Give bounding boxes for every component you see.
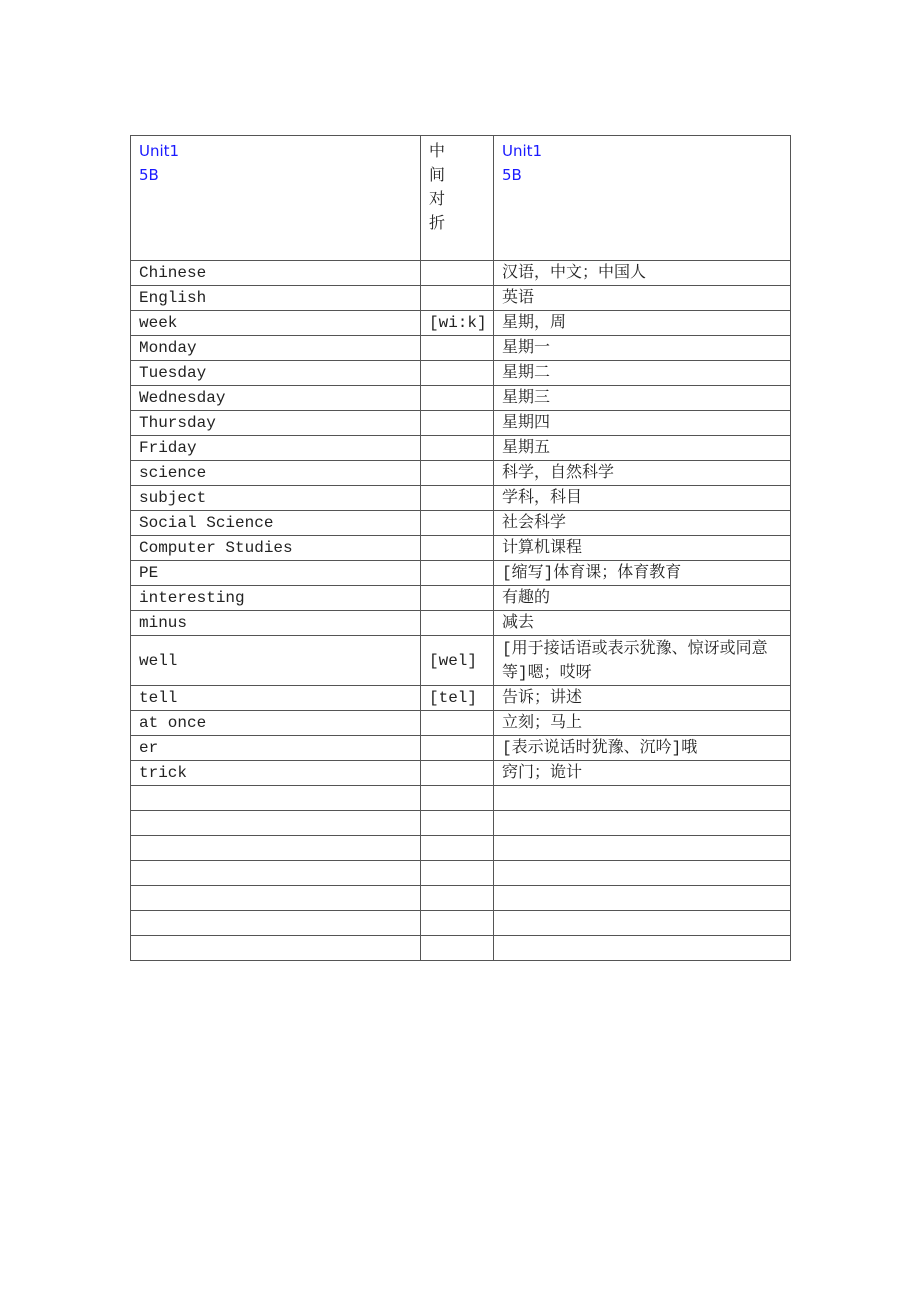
meaning-cell: 告诉；讲述 xyxy=(494,686,791,711)
meaning-cell: 计算机课程 xyxy=(494,536,791,561)
empty-cell xyxy=(421,911,494,936)
word-cell: English xyxy=(131,286,421,311)
empty-cell xyxy=(494,936,791,961)
empty-cell xyxy=(131,786,421,811)
phonetic-cell xyxy=(421,586,494,611)
meaning-cell: 减去 xyxy=(494,611,791,636)
word-cell: minus xyxy=(131,611,421,636)
meaning-cell: 英语 xyxy=(494,286,791,311)
empty-row xyxy=(131,861,791,886)
empty-cell xyxy=(421,936,494,961)
word-cell: interesting xyxy=(131,586,421,611)
empty-cell xyxy=(421,811,494,836)
phonetic-cell: [tel] xyxy=(421,686,494,711)
table-row xyxy=(131,561,791,586)
phonetic-cell xyxy=(421,511,494,536)
word-cell: PE xyxy=(131,561,421,586)
word-cell: Computer Studies xyxy=(131,536,421,561)
word-cell: trick xyxy=(131,761,421,786)
empty-cell xyxy=(131,886,421,911)
header-left xyxy=(131,136,421,261)
meaning-cell: 星期一 xyxy=(494,336,791,361)
phonetic-cell: [wi:k] xyxy=(421,311,494,336)
meaning-cell: 星期三 xyxy=(494,386,791,411)
word-cell: Social Science xyxy=(131,511,421,536)
table-row xyxy=(131,536,791,561)
empty-cell xyxy=(494,886,791,911)
meaning-cell: 星期五 xyxy=(494,436,791,461)
empty-cell xyxy=(494,811,791,836)
table-row xyxy=(131,286,791,311)
table-row xyxy=(131,736,791,761)
empty-cell xyxy=(494,786,791,811)
empty-cell xyxy=(131,861,421,886)
table-row xyxy=(131,261,791,286)
empty-cell xyxy=(494,861,791,886)
phonetic-cell xyxy=(421,536,494,561)
meaning-cell: 星期二 xyxy=(494,361,791,386)
word-cell: Thursday xyxy=(131,411,421,436)
phonetic-cell xyxy=(421,486,494,511)
meaning-cell: [缩写]体育课；体育教育 xyxy=(494,561,791,586)
table-row xyxy=(131,411,791,436)
word-cell: science xyxy=(131,461,421,486)
empty-cell xyxy=(421,836,494,861)
table-row xyxy=(131,511,791,536)
empty-cell xyxy=(494,911,791,936)
phonetic-cell xyxy=(421,386,494,411)
empty-row xyxy=(131,836,791,861)
word-cell: well xyxy=(131,636,421,686)
phonetic-cell xyxy=(421,436,494,461)
word-cell: at once xyxy=(131,711,421,736)
empty-row xyxy=(131,786,791,811)
phonetic-cell xyxy=(421,711,494,736)
empty-row xyxy=(131,886,791,911)
phonetic-cell: [wel] xyxy=(421,636,494,686)
fold-instruction: 中间对折 xyxy=(429,141,446,232)
table-row xyxy=(131,486,791,511)
word-cell: subject xyxy=(131,486,421,511)
word-cell: er xyxy=(131,736,421,761)
table-row xyxy=(131,461,791,486)
table-row xyxy=(131,636,791,686)
word-cell: week xyxy=(131,311,421,336)
meaning-cell: 汉语，中文；中国人 xyxy=(494,261,791,286)
empty-cell xyxy=(421,861,494,886)
phonetic-cell xyxy=(421,461,494,486)
header-middle xyxy=(421,136,494,261)
unit-title: Unit1 xyxy=(139,142,180,160)
meaning-cell: 立刻；马上 xyxy=(494,711,791,736)
empty-cell xyxy=(421,886,494,911)
header-right xyxy=(494,136,791,261)
meaning-cell: 窍门；诡计 xyxy=(494,761,791,786)
phonetic-cell xyxy=(421,611,494,636)
empty-cell xyxy=(421,786,494,811)
table-row xyxy=(131,386,791,411)
empty-cell xyxy=(131,936,421,961)
vocabulary-table xyxy=(130,135,791,961)
word-cell: Friday xyxy=(131,436,421,461)
meaning-cell: 星期，周 xyxy=(494,311,791,336)
phonetic-cell xyxy=(421,336,494,361)
phonetic-cell xyxy=(421,286,494,311)
empty-row xyxy=(131,936,791,961)
meaning-cell: 社会科学 xyxy=(494,511,791,536)
book-label: 5B xyxy=(502,166,522,184)
empty-row xyxy=(131,911,791,936)
phonetic-cell xyxy=(421,561,494,586)
word-cell: Monday xyxy=(131,336,421,361)
meaning-cell: 有趣的 xyxy=(494,586,791,611)
table-row xyxy=(131,761,791,786)
table-row xyxy=(131,711,791,736)
meaning-cell: 星期四 xyxy=(494,411,791,436)
phonetic-cell xyxy=(421,261,494,286)
phonetic-cell xyxy=(421,761,494,786)
word-cell: Chinese xyxy=(131,261,421,286)
empty-cell xyxy=(131,811,421,836)
table-row xyxy=(131,311,791,336)
meaning-cell: 学科，科目 xyxy=(494,486,791,511)
meaning-cell: [表示说话时犹豫、沉吟]哦 xyxy=(494,736,791,761)
table-header-row xyxy=(131,136,791,261)
phonetic-cell xyxy=(421,361,494,386)
empty-cell xyxy=(131,911,421,936)
meaning-cell: [用于接话语或表示犹豫、惊讶或同意等]嗯；哎呀 xyxy=(494,636,791,686)
empty-cell xyxy=(494,836,791,861)
word-cell: tell xyxy=(131,686,421,711)
table-row xyxy=(131,336,791,361)
word-cell: Tuesday xyxy=(131,361,421,386)
table-row xyxy=(131,361,791,386)
table-row xyxy=(131,436,791,461)
table-row xyxy=(131,686,791,711)
unit-title: Unit1 xyxy=(502,142,543,160)
empty-cell xyxy=(131,836,421,861)
phonetic-cell xyxy=(421,736,494,761)
book-label: 5B xyxy=(139,166,159,184)
empty-row xyxy=(131,811,791,836)
meaning-cell: 科学，自然科学 xyxy=(494,461,791,486)
word-cell: Wednesday xyxy=(131,386,421,411)
table-row xyxy=(131,586,791,611)
table-row xyxy=(131,611,791,636)
phonetic-cell xyxy=(421,411,494,436)
